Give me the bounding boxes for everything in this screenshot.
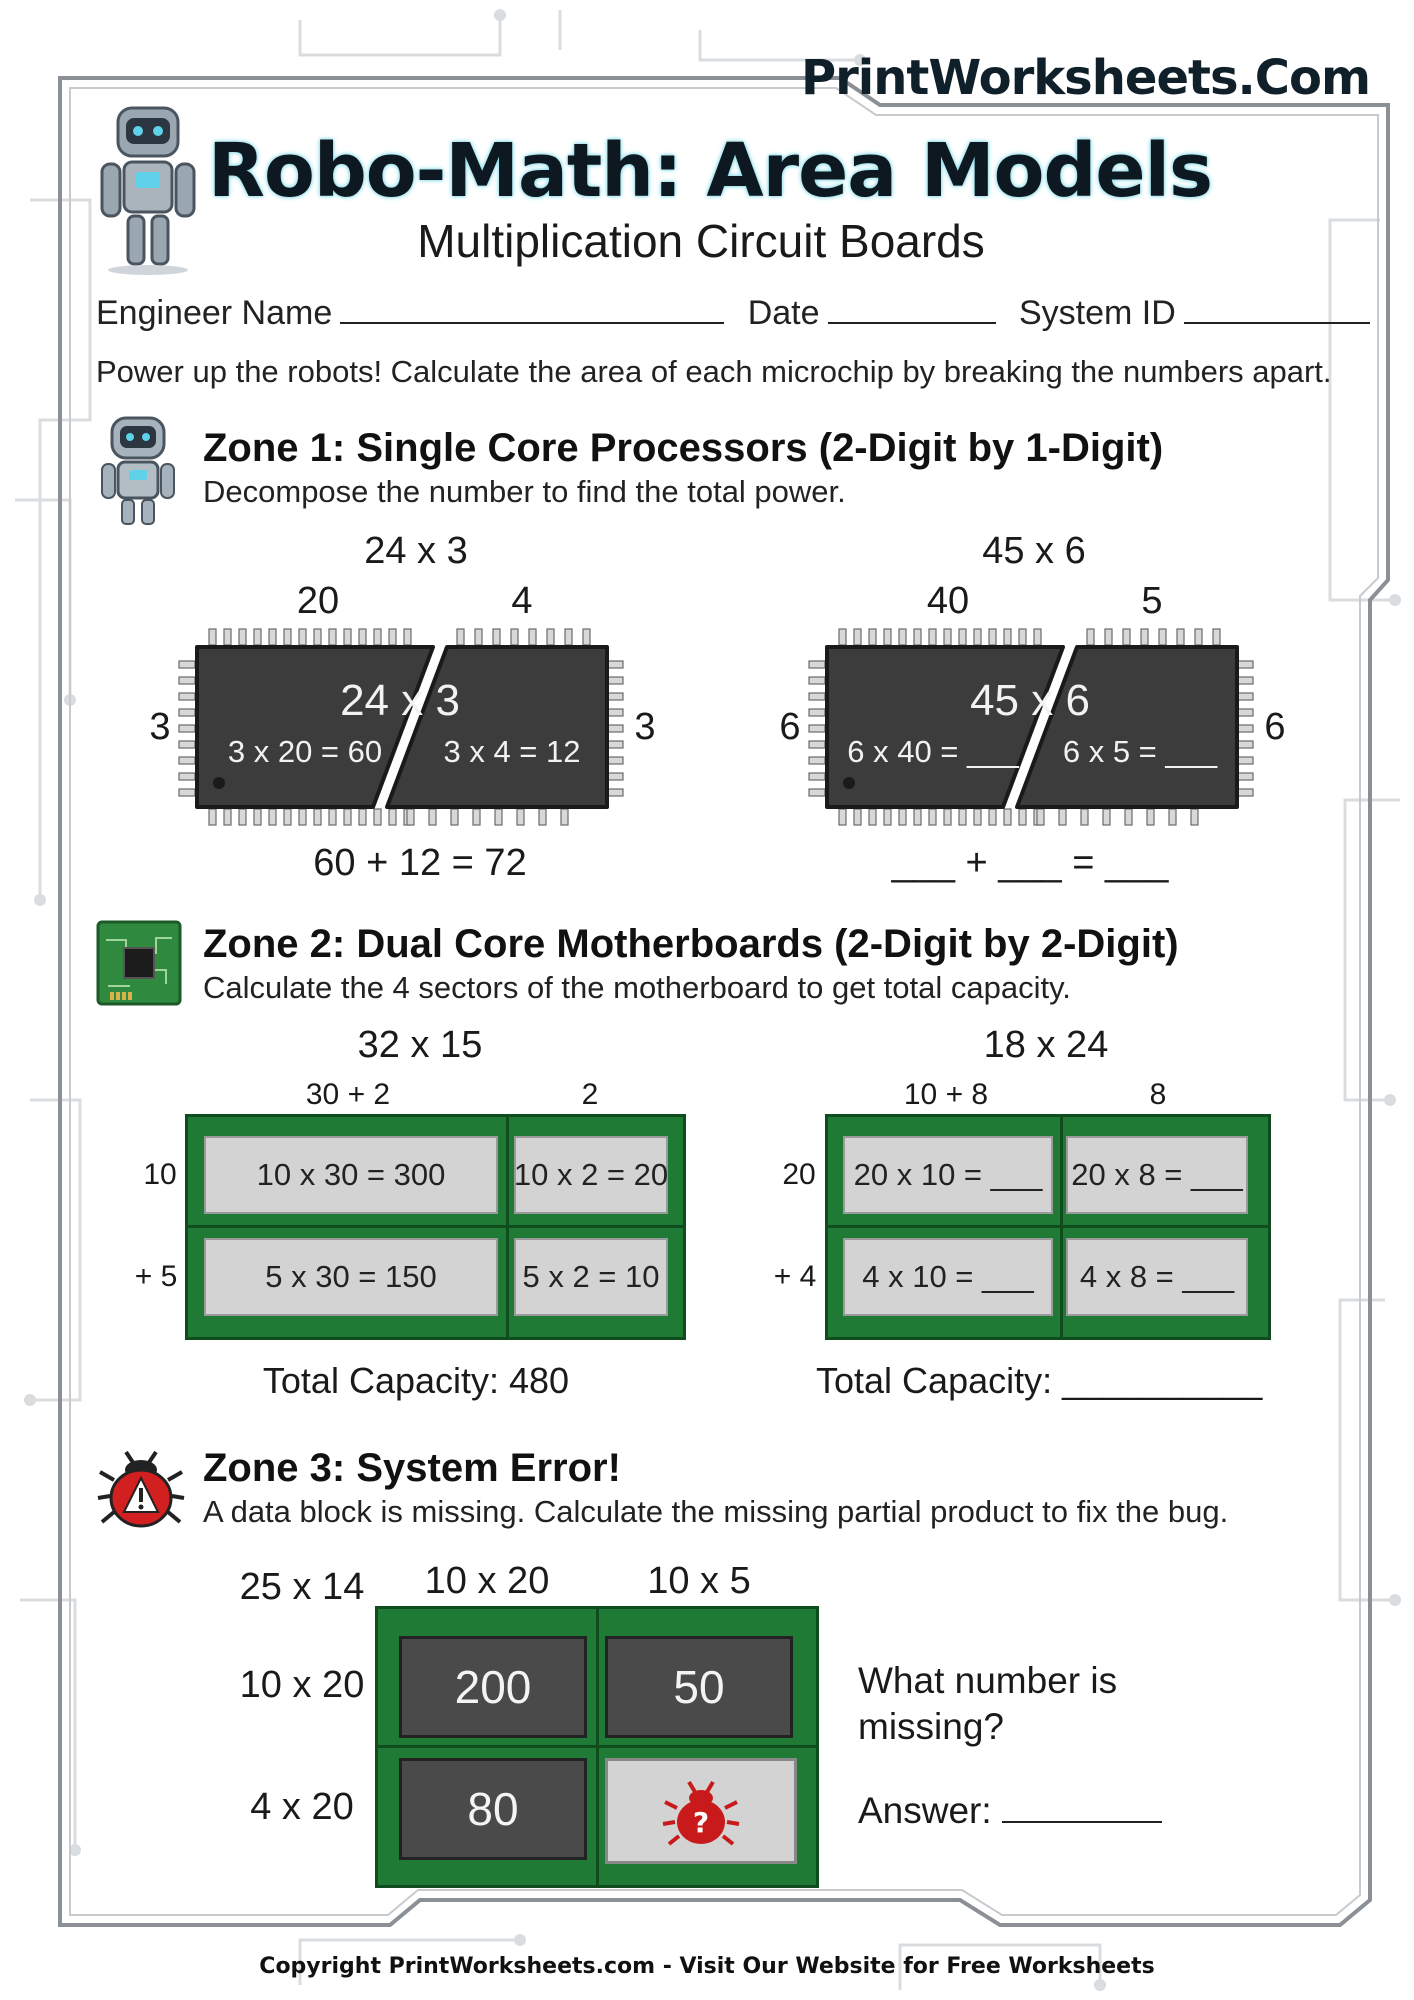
zone3-answer <box>858 1790 1176 1832</box>
date-label: Date <box>747 294 820 332</box>
zone2-problem-b-side-top: 20 <box>782 1158 816 1191</box>
zone2-problem-a-total: Total Capacity: 480 <box>262 1360 570 1401</box>
zone2-problem-a-top-left: 30 + 2 <box>305 1078 391 1111</box>
zone1-problem-b-sum[interactable]: ___ + ___ = ___ <box>891 842 1169 884</box>
zone1-chip-b-label: 45 x 6 <box>970 676 1090 725</box>
zone2-problem-b-side-bottom: + 4 <box>773 1260 817 1293</box>
zone3-row-bottom: 4 x 20 <box>250 1786 354 1828</box>
zone3-cell-3: 80 <box>399 1758 587 1860</box>
zone2-b-cell-2[interactable]: 20 x 8 = ___ <box>1066 1136 1248 1214</box>
zone3-cell-2: 50 <box>605 1636 793 1738</box>
zone2-problem-b-top-right: 8 <box>1149 1078 1167 1111</box>
zone1-problem-a-top-left: 20 <box>296 580 340 622</box>
zone3-answer-field[interactable] <box>1002 1791 1162 1823</box>
zone2-a-cell-4: 5 x 2 = 10 <box>514 1238 668 1316</box>
zone1-problem-a-side-right: 3 <box>634 706 656 748</box>
zone3-title: Zone 3: System Error! <box>203 1446 621 1490</box>
bug-warning-icon <box>96 1440 186 1530</box>
zone3-missing-cell[interactable] <box>605 1758 797 1864</box>
svg-text:?: ? <box>692 1806 710 1839</box>
zone2-problem-a-header: 32 x 15 <box>357 1024 483 1066</box>
system-id-field[interactable] <box>1184 292 1370 324</box>
zone1-description: Decompose the number to find the total power. <box>203 474 846 509</box>
zone1-problem-a-header: 24 x 3 <box>364 530 468 572</box>
page-subtitle: Multiplication Circuit Boards <box>417 215 985 267</box>
zone2-problem-a-side-bottom: + 5 <box>134 1260 178 1293</box>
zone1-chip-b <box>805 625 1255 830</box>
zone2-a-cell-1: 10 x 30 = 300 <box>204 1136 498 1214</box>
zone2-problem-b-top-left: 10 + 8 <box>903 1078 989 1111</box>
system-id-label: System ID <box>1018 294 1176 332</box>
zone2-a-cell-3: 5 x 30 = 150 <box>204 1238 498 1316</box>
zone3-header: 25 x 14 <box>239 1566 365 1608</box>
engineer-name-field[interactable] <box>340 292 724 324</box>
zone3-col-top-right: 10 x 5 <box>647 1560 751 1602</box>
zone3-row-top: 10 x 20 <box>239 1664 365 1706</box>
zone2-problem-b-header: 18 x 24 <box>983 1024 1109 1066</box>
zone1-title: Zone 1: Single Core Processors (2-Digit by 1-Digit) <box>203 426 1164 470</box>
zone2-problem-b-total[interactable]: Total Capacity: __________ <box>816 1360 1263 1401</box>
motherboard-icon <box>96 920 182 1006</box>
zone1-chip-a-label: 24 x 3 <box>340 676 460 725</box>
zone1-chip-b-right-cell[interactable]: 6 x 5 = ___ <box>1062 734 1218 769</box>
zone2-title: Zone 2: Dual Core Motherboards (2-Digit by 2-Digit) <box>203 922 1179 966</box>
zone1-problem-b-top-left: 40 <box>926 580 970 622</box>
zone1-problem-a-top-right: 4 <box>511 580 533 622</box>
zone2-b-cell-3[interactable]: 4 x 10 = ___ <box>843 1238 1053 1316</box>
zone2-problem-a-top-right: 2 <box>581 1078 599 1111</box>
zone2-description: Calculate the 4 sectors of the motherboard to get total capacity. <box>203 970 1071 1005</box>
footer-copyright: Copyright PrintWorksheets.com - Visit Our Website for Free Worksheets <box>259 1954 1155 1979</box>
zone1-problem-b-header: 45 x 6 <box>982 530 1086 572</box>
zone1-chip-a <box>175 625 625 830</box>
bug-question-icon <box>661 1774 741 1848</box>
brand-logo: PrintWorksheets.Com <box>800 50 1370 106</box>
zone3-cell-1: 200 <box>399 1636 587 1738</box>
zone1-problem-a-side-left: 3 <box>149 706 171 748</box>
instructions: Power up the robots! Calculate the area of each microchip by breaking the numbers apart. <box>96 354 1332 389</box>
student-fields <box>96 292 1370 333</box>
engineer-name-label: Engineer Name <box>96 294 333 332</box>
zone1-chip-a-left-cell: 3 x 20 = 60 <box>227 734 383 769</box>
zone3-col-top-left: 10 x 20 <box>424 1560 550 1602</box>
zone1-problem-b-side-right: 6 <box>1264 706 1286 748</box>
zone2-b-cell-4[interactable]: 4 x 8 = ___ <box>1066 1238 1248 1316</box>
zone1-problem-b-side-left: 6 <box>779 706 801 748</box>
zone2-b-cell-1[interactable]: 20 x 10 = ___ <box>843 1136 1053 1214</box>
zone3-question: What number is missing? <box>858 1660 1118 1747</box>
date-field[interactable] <box>828 292 996 324</box>
zone1-problem-a-sum: 60 + 12 = 72 <box>313 842 527 884</box>
zone2-a-cell-2: 10 x 2 = 20 <box>514 1136 668 1214</box>
zone3-description: A data block is missing. Calculate the missing partial product to fix the bug. <box>203 1494 1229 1529</box>
zone1-chip-a-right-cell: 3 x 4 = 12 <box>443 734 581 769</box>
zone1-chip-b-left-cell[interactable]: 6 x 40 = ___ <box>847 734 1019 769</box>
page-title: Robo-Math: Area Models <box>208 128 1213 214</box>
zone1-problem-b-top-right: 5 <box>1141 580 1163 622</box>
small-robot-icon <box>96 410 180 528</box>
zone3-answer-label: Answer: <box>858 1790 992 1831</box>
zone2-problem-a-side-top: 10 <box>143 1158 177 1191</box>
